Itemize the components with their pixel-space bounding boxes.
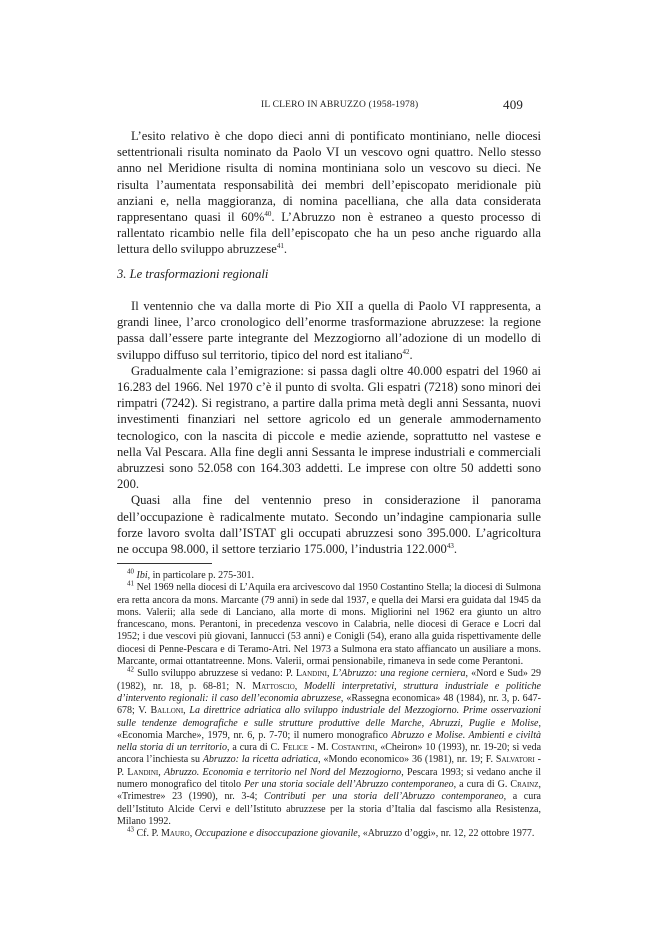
footnote-41: $^{41}$ Nel 1969 nella diocesi di L’Aquila era arcivescovo dal 1950 Costantino Stella; la diocesi di Sulmona era retta ancora da mons. Marcante (79 anni) in sede dal 1937, e quella dei Marsi era guidata dal 1945 da mons. Valerii; alla sede di Lanciano, alla morte di mons. Migliorini nel 1962 era giunto un altro francescano, mons. Perantoni, in precedenza vescovo in Calabria, nelle diocesi di Gerace e Locri dal 1952; i due vescovi più giovani, Iannucci (53 anni) e Conigli (54), erano alla guida rispettivamente delle diocesi di Penne-Pescara e di Teramo-Atri. Nel 1973 a Sulmona era stato affiancato un ausiliare a mons. Marcante, ormai ottantatreenne. Mons. Valerii, ormai pensionabile, rimaneva in sede come Perantoni. xyxy=(117,579,541,668)
footnote-40: $^{40}$ Ibi, in particolare p. 275-301. xyxy=(127,567,254,581)
paragraph-3: Gradualmente cala l’emigrazione: si passa dagli oltre 40.000 espatri del 1960 ai 16.283 del 1966. Nel 1970 c’è il punto di svolta. Gli espatri (7218) sono minori dei rimpatri (7242). Si registrano, a partire dalla prima metà degli anni Sessanta, nuovi investimenti finanziari nel settore agricolo ed un generale ammodernamento tecnologico, con la nascita di piccole e medie aziende, soprattutto nel vastese e nella Val Pescara. Alla fine degli anni Sessanta le imprese industriali e commerciali abruzzesi sono 52.058 con 164.303 addetti. Le imprese con oltre 50 addetti sono 200. xyxy=(117,363,541,492)
paragraph-2: Il ventennio che va dalla morte di Pio XII a quella di Paolo VI rappresenta, a grandi linee, l’arco cronologico dell’enorme trasformazione abruzzese: la regione passa dall’essere parte integrante del Mezzogiorno all’adozione di un modello di sviluppo diffuso sul territorio, tipico del nord est italiano$^{42}$. xyxy=(117,299,541,362)
footnotes xyxy=(117,567,542,841)
footnote-43: $^{43}$ Cf. P. Mauro, Occupazione e disoccupazione giovanile, «Abruzzo d’oggi», nr. 12, 22 ottobre 1977. xyxy=(127,825,535,840)
paragraph-1: L’esito relativo è che dopo dieci anni di pontificato montiniano, nelle diocesi settentrionali risulta nominato da Paolo VI un vescovo ogni quattro. Nello stesso anno nel Meridione risulta di nomina montiniana solo un vescovo su dieci. Ne risulta l’aumentata responsabilità dei membri dell’episcopato meridionale più anziani e, nella maggioranza, di nomina pacelliana, che alla data considerata rappresentano quasi il 60%$^{40}$. L’Abruzzo non è estraneo a questo processo di rallentato ricambio nelle fila dell’episcopato che ha un peso anche riguardo alla lettura dello sviluppo abruzzese$^{41}$. xyxy=(117,129,541,257)
footnote-42: $^{42}$ Sullo sviluppo abruzzese si vedano: P. Landini, L’Abruzzo: una regione cerniera, «Nord e Sud» 29 (1982), nr. 18, p. 68-81; N. Mattoscio, Modelli interpretativi, struttura industriale e politiche d’intervento regionali: il caso dell’economia abruzzese, «Rassegna economica» 48 (1984), nr. 3, p. 647-678; V. Balloni, La direttrice adriatica allo sviluppo industriale del Mezzogiorno. Prime osservazioni sulle tendenze demografiche e sulle strutture produttive delle Marche, Abruzzi, Puglie e Molise, «Economia Marche», 1979, nr. 6, p. 7-70; il numero monografico Abruzzo e Molise. Ambienti e civiltà nella storia di un territorio, a cura di C. Felice - M. Costantini, «Cheiron» 10 (1993), nr. 19-20; si veda ancora l’inchiesta su Abruzzo: la ricetta adriatica, «Mondo economico» 36 (1981), nr. 19; F. Salvatori - P. Landini, Abruzzo. Economia e territorio nel Nord del Mezzogiorno, Pescara 1993; si vedano anche il numero monografico del titolo Per una storia sociale dell’Abruzzo contemporaneo, a cura di G. Crainz, «Trimestre» 23 (1990), nr. 3-4; Contributi per una storia dell’Abruzzo contemporaneo, a cura dell’Istituto Alcide Cervi e dell’Istituto abruzzese per la storia d’Italia dal fascismo alla Resistenza, Milano 1992. xyxy=(117,666,542,827)
section-heading: 3. Le trasformazioni regionali xyxy=(117,267,269,281)
running-title: IL CLERO IN ABRUZZO (1958-1978) xyxy=(261,100,419,110)
footnote-ref-43[interactable]: 43 xyxy=(446,541,454,550)
body-paragraphs xyxy=(117,298,541,557)
footnote-ref-40[interactable]: 40 xyxy=(264,209,272,218)
footnote-ref-42[interactable]: 42 xyxy=(402,347,410,356)
footnote-ref-41[interactable]: 41 xyxy=(276,242,284,251)
page-number: 409 xyxy=(503,97,524,112)
footnote-divider xyxy=(117,563,212,564)
paragraph-4: Quasi alla fine del ventennio preso in considerazione il panorama dell’occupazione è radicalmente mutato. Secondo un’indagine campionaria sulle forze lavoro svolta dall’ISTAT gli occupati abruzzesi sono 395.000. L’agricoltura ne occupa 98.000, il settore terziario 175.000, l’industria 122.000$^{43}$. xyxy=(117,493,541,557)
